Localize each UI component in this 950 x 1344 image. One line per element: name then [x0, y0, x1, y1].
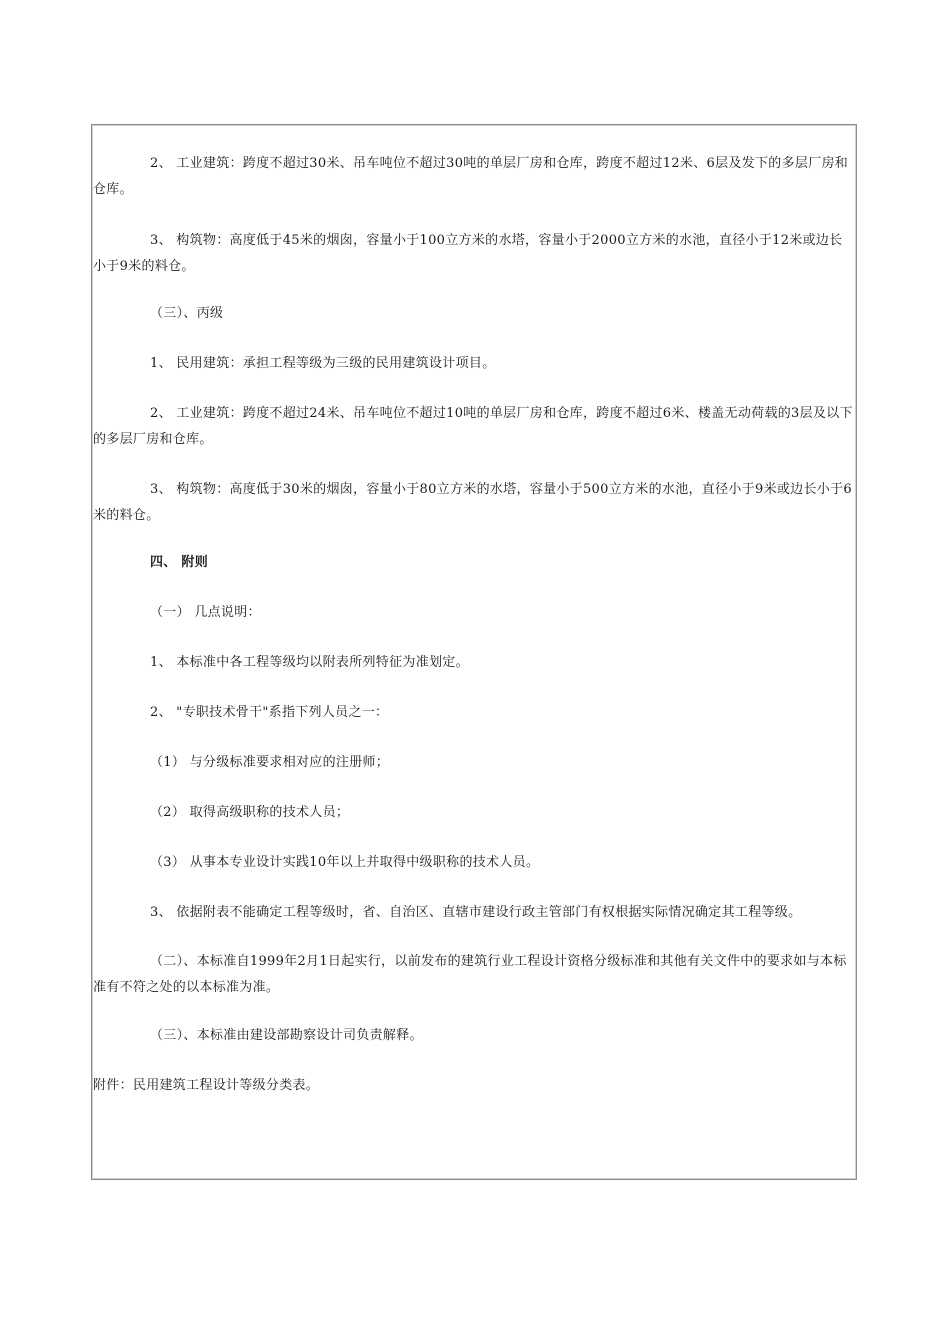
- paragraph-attachment: 附件：民用建筑工程设计等级分类表。: [93, 1078, 320, 1093]
- paragraph-note-2-item-3: （3） 从事本专业设计实践10年以上并取得中级职称的技术人员。: [150, 855, 540, 870]
- paragraph-industrial-building-b: 2、 工业建筑：跨度不超过30米、吊车吨位不超过30吨的单层厂房和仓库，跨度不超过12米、6层及发下的多层厂房和仓库。: [93, 156, 849, 197]
- paragraph-effective-date: （二）、本标准自1999年2月1日起实行，以前发布的建筑行业工程设计资格分级标准和其他有关文件中的要求如与本标准有不符之处的以本标准为准。: [93, 954, 847, 995]
- paragraph-note-2-item-1: （1） 与分级标准要求相对应的注册师；: [150, 755, 390, 770]
- paragraph-note-2-item-2: （2） 取得高级职称的技术人员；: [150, 805, 350, 820]
- paragraph-note-3: 3、 依据附表不能确定工程等级时，省、自治区、直辖市建设行政主管部门有权根据实际情况确定其工程等级。: [150, 905, 802, 920]
- heading-notes: （一） 几点说明：: [150, 605, 261, 620]
- paragraph-civil-building-c: 1、 民用建筑：承担工程等级为三级的民用建筑设计项目。: [150, 356, 496, 371]
- heading-grade-c: （三）、丙级: [150, 306, 224, 321]
- paragraph-interpretation: （三）、本标准由建设部勘察设计司负责解释。: [150, 1028, 423, 1043]
- heading-supplementary-provisions: 四、 附则: [150, 555, 209, 570]
- paragraph-note-1: 1、 本标准中各工程等级均以附表所列特征为准划定。: [150, 655, 469, 670]
- paragraph-note-2: 2、 "专职技术骨干"系指下列人员之一：: [150, 705, 389, 720]
- paragraph-structures-c: 3、 构筑物：高度低于30米的烟囱，容量小于80立方米的水塔，容量小于500立方米的水池，直径小于9米或边长小于6米的料仓。: [93, 482, 852, 523]
- paragraph-structures-b: 3、 构筑物：高度低于45米的烟囱，容量小于100立方米的水塔，容量小于2000立方米的水池，直径小于12米或边长小于9米的料仓。: [93, 233, 843, 274]
- paragraph-industrial-building-c: 2、 工业建筑：跨度不超过24米、吊车吨位不超过10吨的单层厂房和仓库，跨度不超过6米、楼盖无动荷载的3层及以下的多层厂房和仓库。: [93, 406, 853, 447]
